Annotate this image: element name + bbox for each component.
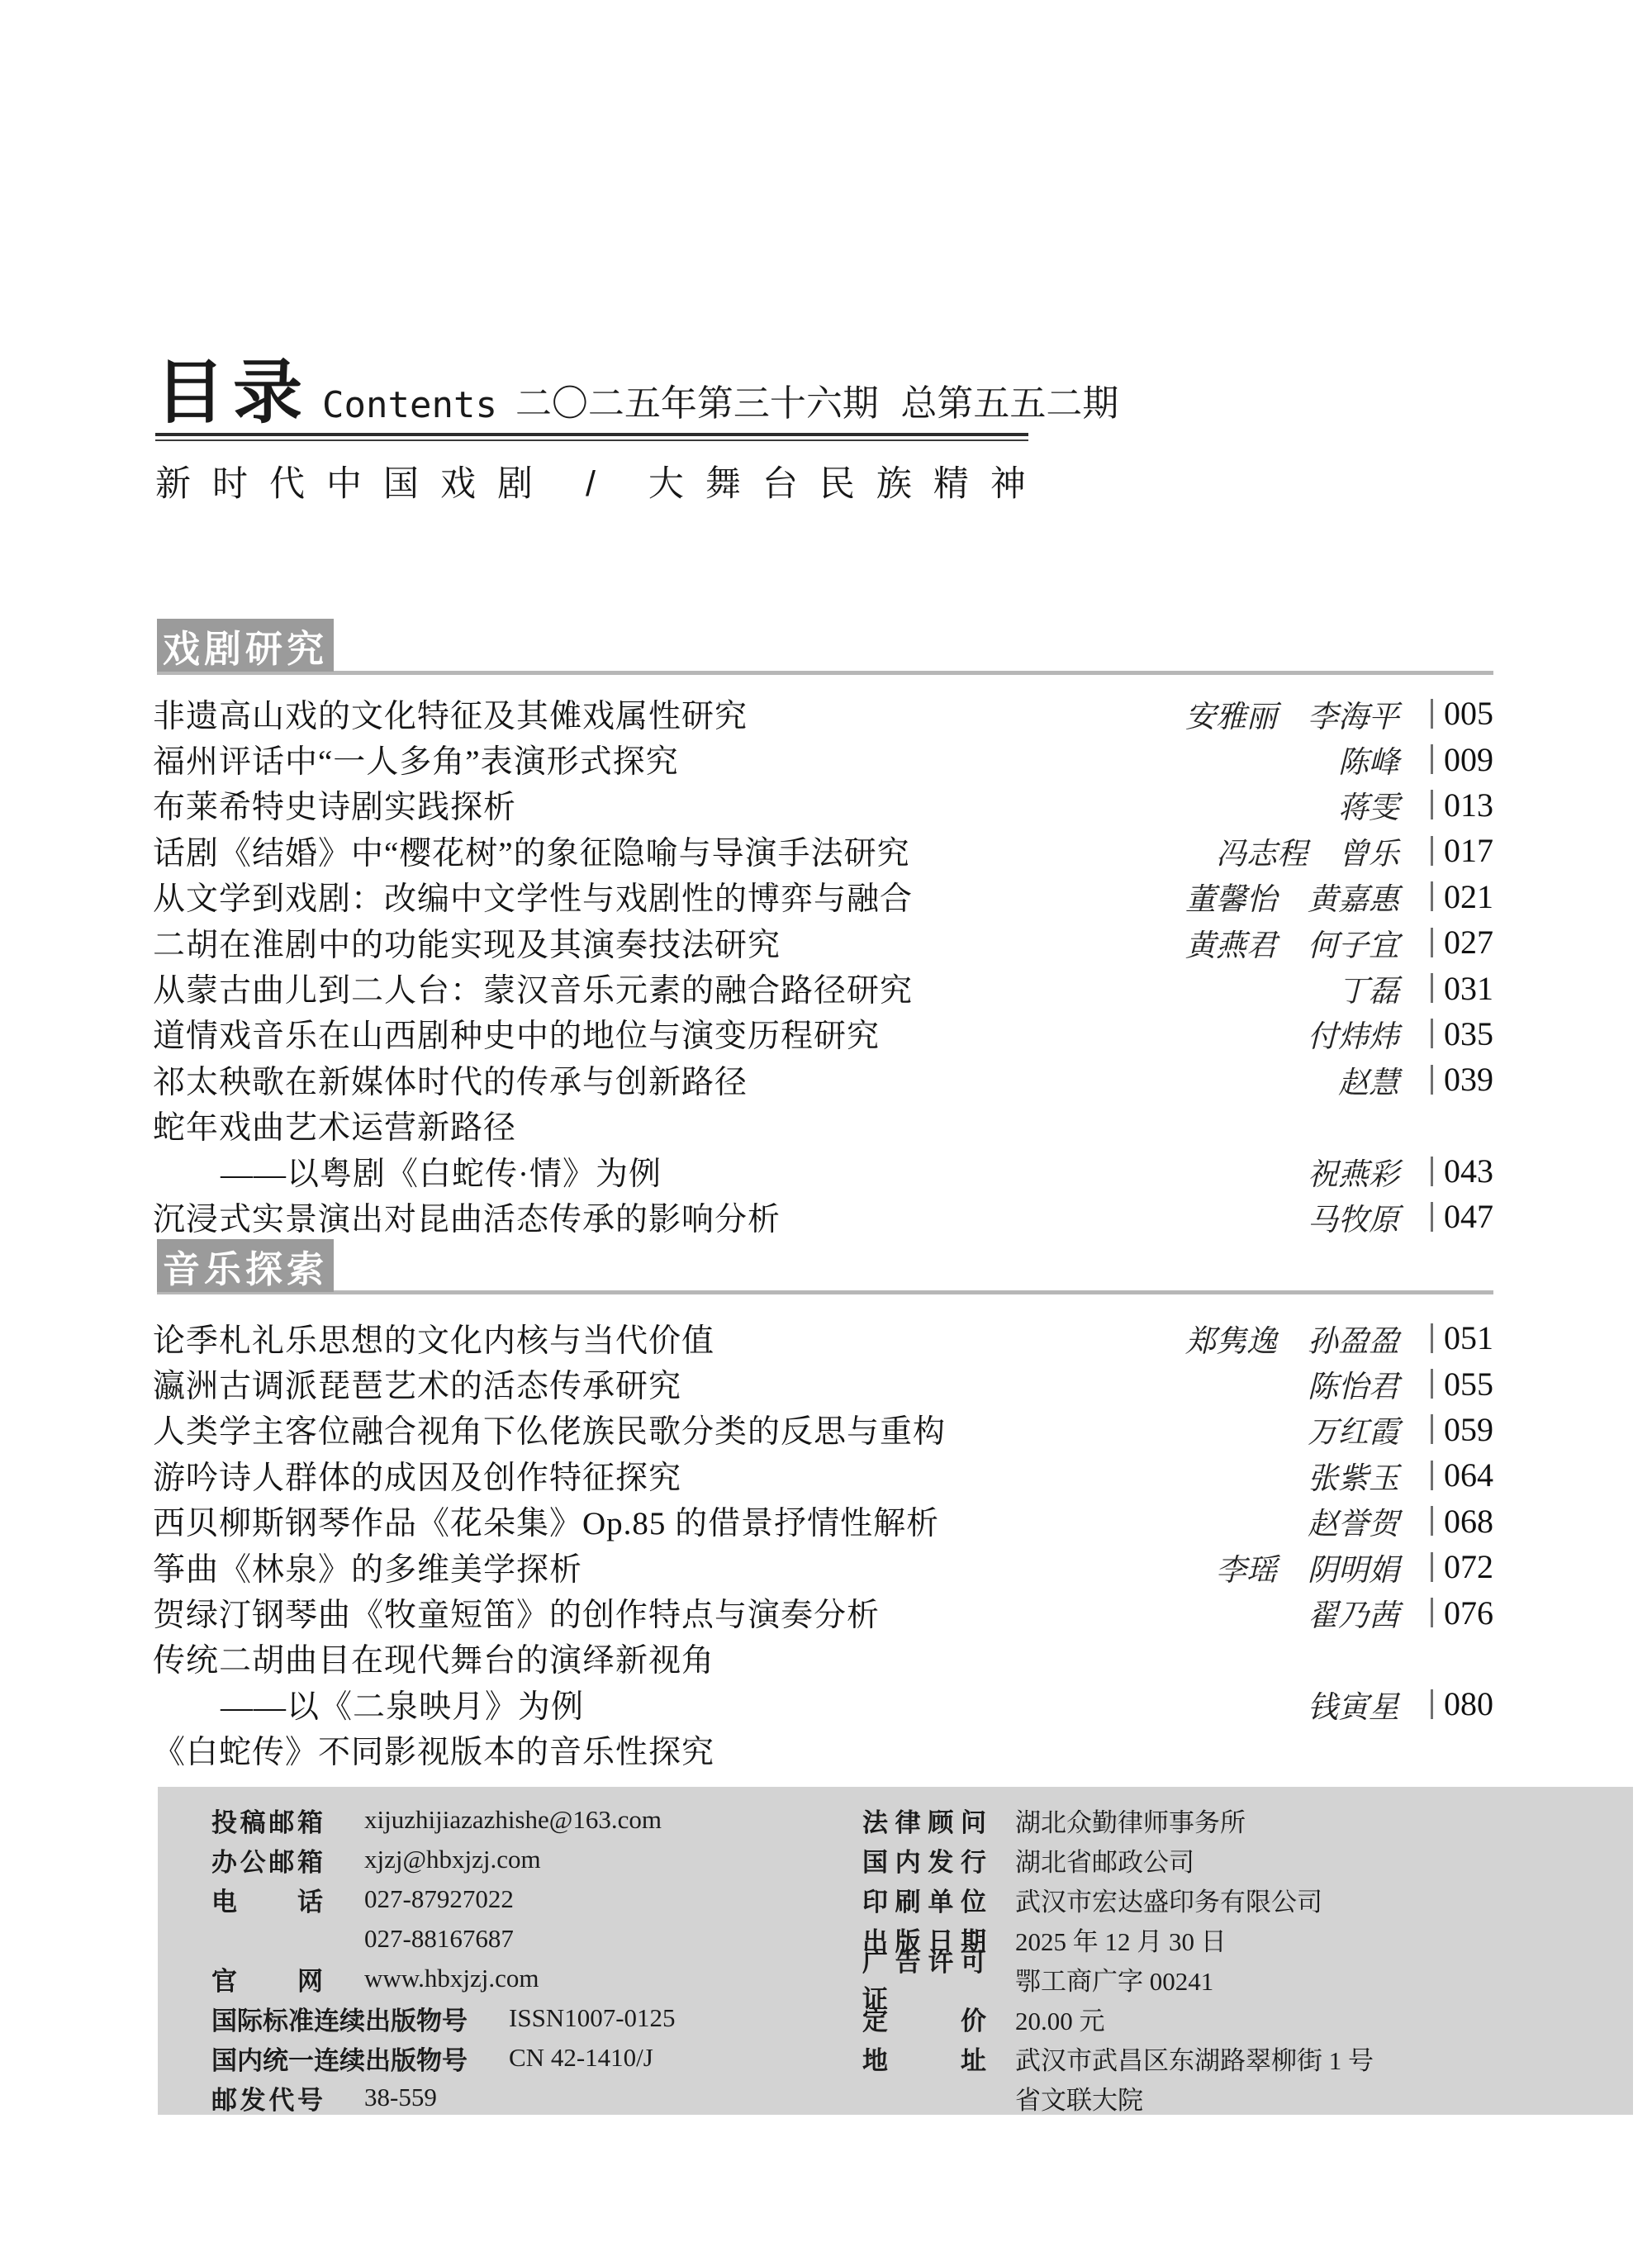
article-authors: 黄燕君 何子宜 [1185,929,1399,963]
section-title: 戏剧研究 [162,627,328,670]
toc-row [153,1681,1493,1727]
footer-value: 省文联大院 [1015,2085,1143,2115]
issue-info: 二〇二五年第三十六期 总第五五二期 [515,382,1119,425]
footer-value: 鄂工商广字 00241 [1015,1966,1214,1996]
footer-row [211,1879,676,1919]
footer-label: 邮发代号 [211,2085,323,2115]
article-title: 论季札礼乐思想的文化内核与当代价值 [153,1323,715,1359]
footer-row [211,1919,676,1959]
article-authors: 钱寅星 [1308,1690,1399,1725]
footer-label: 定价 [862,2006,986,2035]
footer-value: www.hbxjzj.com [364,1964,539,1993]
footer-value: 38-559 [364,2083,437,2111]
article-authors: 丁磊 [1338,975,1399,1009]
page-number: 064 [1444,1456,1493,1494]
page-number: 027 [1444,924,1493,962]
footer-label: 印刷单位 [862,1887,986,1917]
article-title: 贺绿汀钢琴曲《牧童短笛》的创作特点与演奏分析 [153,1598,881,1634]
footer-label: 广告许可证 [862,1948,986,2014]
page-number: 055 [1444,1365,1493,1403]
footer-value: 2025 年 12 月 30 日 [1015,1926,1227,1956]
toc-row [153,1544,1493,1589]
footer-value: 武汉市宏达盛印务有限公司 [1015,1887,1322,1917]
header-slogan: 新时代中国戏剧 / 大舞台民族精神 [155,464,1047,504]
footer-value: 湖北众勤律师事务所 [1015,1807,1246,1837]
article-title: 西贝柳斯钢琴作品《花朵集》Op.85 的借景抒情性解析 [153,1506,940,1542]
article-title: ——以粤剧《白蛇传·情》为例 [221,1156,662,1192]
page-number: 059 [1444,1410,1493,1448]
toc-row [153,1011,1493,1057]
toc-row [153,919,1493,965]
footer-value: 027-87927022 [364,1884,514,1913]
section-header-drama [157,619,334,672]
article-title: 瀛洲古调派琵琶艺术的活态传承研究 [153,1369,682,1405]
footer-label: 地址 [862,2045,986,2075]
page-box [1431,1547,1493,1586]
toc-row [153,691,1493,736]
page-box [1431,1318,1493,1357]
footer-row [862,2038,1374,2078]
page-box [1431,831,1493,870]
publication-info-panel [158,1787,1633,2115]
footer-label: 出版日期 [862,1926,986,1956]
footer-label: 国际标准连续出版物号 [211,2006,468,2035]
article-authors: 马牧原 [1308,1203,1399,1237]
section-music-rows [153,1315,1493,1773]
footer-label: 电话 [211,1887,323,1917]
footer-value: CN 42-1410/J [509,2043,653,2072]
footer-left-column [211,1800,676,2117]
footer-value: ISSN1007-0125 [509,2003,676,2032]
toc-row [153,1194,1493,1239]
page-box [1431,877,1493,916]
toc-row [153,1636,1493,1681]
article-authors: 郑隽逸 孙盈盈 [1185,1324,1399,1359]
page-number: 051 [1444,1319,1493,1357]
toc-row [153,1361,1493,1406]
article-title: 布莱希特史诗剧实践探析 [153,790,517,826]
page-box [1431,969,1493,1008]
page-number: 009 [1444,740,1493,778]
article-title: 游吟诗人群体的成因及创作特征探究 [153,1460,682,1496]
toc-row [153,1315,1493,1361]
page-box [1431,1502,1493,1541]
article-authors: 赵誉贺 [1308,1508,1399,1542]
article-authors: 蒋雯 [1338,791,1399,826]
article-authors: 万红霞 [1308,1416,1399,1451]
footer-row [862,1840,1374,1879]
footer-value: 027-88167687 [364,1924,514,1953]
page-box [1431,1410,1493,1449]
header-rule [155,433,1028,441]
page-box [1431,694,1493,733]
footer-row [211,1998,676,2038]
footer-row [862,1998,1374,2038]
toc-row [153,874,1493,919]
article-authors: 陈峰 [1338,746,1399,781]
article-title: 祁太秧歌在新媒体时代的传承与创新路径 [153,1064,748,1100]
contents-label: Contents [322,383,497,426]
section-title: 音乐探索 [162,1247,328,1290]
article-authors: 付炜炜 [1308,1020,1399,1055]
article-authors: 李瑶 阴明娟 [1216,1553,1399,1588]
toc-row [153,1727,1493,1773]
page-box [1431,786,1493,824]
page-title: 目录 [155,354,311,431]
article-authors: 董馨怡 黄嘉惠 [1185,883,1399,918]
page-number: 035 [1444,1014,1493,1052]
footer-row [862,2078,1374,2117]
page-number: 068 [1444,1502,1493,1540]
page-box [1431,1365,1493,1404]
article-title: 筝曲《林泉》的多维美学探析 [153,1551,583,1588]
footer-value: xjzj@hbxjzj.com [364,1845,541,1874]
article-title: 非遗高山戏的文化特征及其傩戏属性研究 [153,698,748,734]
section-rule [157,671,1493,675]
toc-row [153,1407,1493,1452]
footer-row [211,1959,676,1998]
page-number: 005 [1444,695,1493,733]
page-box [1431,1456,1493,1494]
footer-value: 湖北省邮政公司 [1015,1847,1194,1877]
footer-label: 法律顾问 [862,1807,986,1837]
page-box [1431,1152,1493,1190]
footer-label: 办公邮箱 [211,1847,323,1877]
page-box [1431,923,1493,962]
page-number: 072 [1444,1548,1493,1586]
footer-value: 武汉市武昌区东湖路翠柳街 1 号 [1015,2045,1374,2075]
footer-label: 国内统一连续出版物号 [211,2045,468,2075]
article-authors: 赵慧 [1338,1066,1399,1100]
page-number: 047 [1444,1198,1493,1236]
page-box [1431,740,1493,779]
section-drama-rows [153,691,1493,1240]
article-title: 从蒙古曲儿到二人台：蒙汉音乐元素的融合路径研究 [153,973,914,1009]
page-box [1431,1060,1493,1099]
article-authors: 翟乃茜 [1308,1599,1399,1634]
footer-row [862,1879,1374,1919]
section-header-music [157,1239,334,1292]
article-title: ——以《二泉映月》为例 [221,1689,585,1725]
article-authors: 陈怡君 [1308,1370,1399,1405]
footer-right-column [862,1800,1374,2117]
article-title: 沉浸式实景演出对昆曲活态传承的影响分析 [153,1202,781,1237]
article-authors: 冯志程 曾乐 [1216,837,1399,872]
article-title: 从文学到戏剧：改编中文学性与戏剧性的博弈与融合 [153,881,914,918]
page-number: 080 [1444,1685,1493,1723]
footer-row [211,2038,676,2078]
page-number: 031 [1444,969,1493,1007]
toc-row [153,782,1493,828]
article-title: 福州评话中“一人多角”表演形式探究 [153,744,679,781]
footer-row [211,2078,676,2117]
article-title: 人类学主客位融合视角下仫佬族民歌分类的反思与重构 [153,1414,947,1451]
page-box [1431,1594,1493,1632]
page-box [1431,1684,1493,1723]
toc-row [153,1103,1493,1148]
article-title: 二胡在淮剧中的功能实现及其演奏技法研究 [153,927,781,963]
footer-label: 投稿邮箱 [211,1807,323,1837]
footer-value: xijuzhijiazazhishe@163.com [364,1805,662,1834]
footer-row [862,1948,1374,2014]
article-title: 《白蛇传》不同影视版本的音乐性探究 [153,1735,715,1771]
page-number: 017 [1444,832,1493,870]
article-title: 道情戏音乐在山西剧种史中的地位与演变历程研究 [153,1019,881,1055]
article-title: 传统二胡曲目在现代舞台的演绎新视角 [153,1643,715,1679]
article-authors: 安雅丽 李海平 [1185,700,1399,734]
toc-row [153,965,1493,1010]
page-number: 076 [1444,1594,1493,1632]
article-authors: 张紫玉 [1308,1461,1399,1496]
page-number: 021 [1444,877,1493,915]
article-title: 蛇年戏曲艺术运营新路径 [153,1110,517,1147]
page-number: 043 [1444,1152,1493,1190]
article-authors: 祝燕彩 [1308,1157,1399,1192]
page-header [155,354,1119,431]
page-box [1431,1197,1493,1236]
footer-row [211,1840,676,1879]
footer-value: 20.00 元 [1015,2006,1105,2035]
toc-row [153,1589,1493,1635]
toc-row [153,1148,1493,1194]
page-box [1431,1014,1493,1053]
page-number: 039 [1444,1061,1493,1099]
footer-label: 国内发行 [862,1847,986,1877]
toc-row [153,1499,1493,1544]
toc-row [153,1057,1493,1102]
toc-row [153,1452,1493,1498]
footer-row [211,1800,676,1840]
article-title: 话剧《结婚》中“樱花树”的象征隐喻与导演手法研究 [153,835,910,872]
footer-row [862,1800,1374,1840]
page-number: 013 [1444,786,1493,824]
footer-label: 官网 [211,1966,323,1996]
toc-row [153,736,1493,781]
toc-row [153,828,1493,873]
section-rule [157,1290,1493,1294]
